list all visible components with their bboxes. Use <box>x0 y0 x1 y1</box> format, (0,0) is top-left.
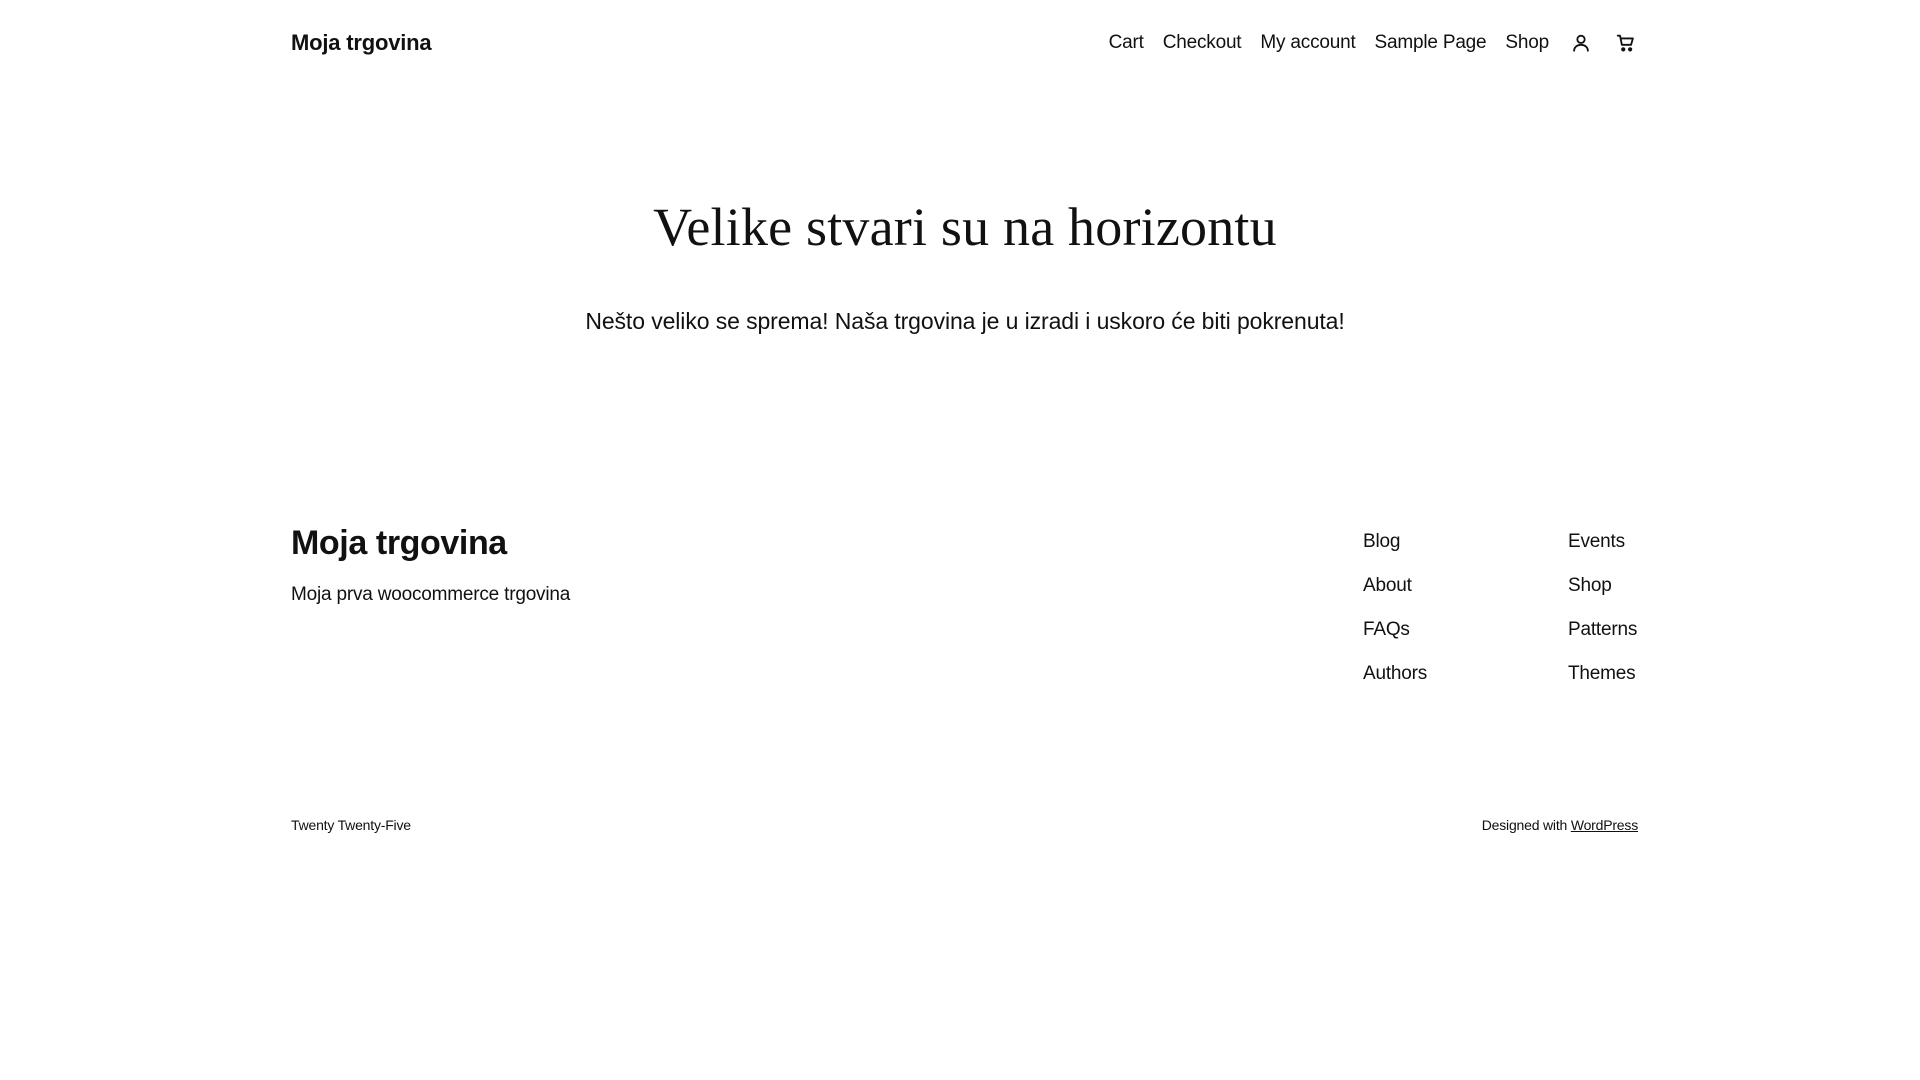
footer-link-shop[interactable]: Shop <box>1568 575 1612 596</box>
site-title-link[interactable]: Moja trgovina <box>291 30 432 55</box>
footer-credit <box>1482 817 1638 833</box>
theme-name: Twenty Twenty-Five <box>291 817 411 833</box>
main-navigation <box>1109 30 1639 56</box>
footer-link-themes[interactable]: Themes <box>1568 663 1636 684</box>
nav-item-cart[interactable]: Cart <box>1108 32 1144 53</box>
nav-item-my-account[interactable]: My account <box>1260 32 1356 53</box>
footer-link-authors[interactable]: Authors <box>1363 663 1428 684</box>
nav-item-checkout[interactable]: Checkout <box>1162 32 1242 53</box>
nav-item-sample-page[interactable]: Sample Page <box>1374 32 1487 53</box>
footer-link-faqs[interactable]: FAQs <box>1363 619 1410 640</box>
credit-prefix: Designed with <box>1481 817 1568 833</box>
footer-link-about[interactable]: About <box>1363 575 1412 596</box>
footer-link-patterns[interactable]: Patterns <box>1568 619 1638 640</box>
wordpress-link[interactable]: WordPress <box>1570 817 1638 833</box>
footer-nav-column-1 <box>1363 530 1427 686</box>
site-header <box>291 22 1639 64</box>
nav-item-shop[interactable]: Shop <box>1505 32 1549 53</box>
cart-icon[interactable] <box>1613 30 1639 56</box>
account-icon[interactable] <box>1568 30 1594 56</box>
page-intro-text: Nešto veliko se sprema! Naša trgovina je u izradi i uskoro će biti pokrenuta! <box>585 308 1345 334</box>
page-heading: Velike stvari su na horizontu <box>653 197 1277 257</box>
footer-tagline: Moja prva woocommerce trgovina <box>291 584 571 605</box>
footer-site-title-link[interactable]: Moja trgovina <box>291 524 507 562</box>
footer-link-blog[interactable]: Blog <box>1363 531 1401 552</box>
footer-brand <box>291 524 570 606</box>
footer-link-events[interactable]: Events <box>1568 531 1625 552</box>
footer-nav-column-2 <box>1568 530 1637 686</box>
